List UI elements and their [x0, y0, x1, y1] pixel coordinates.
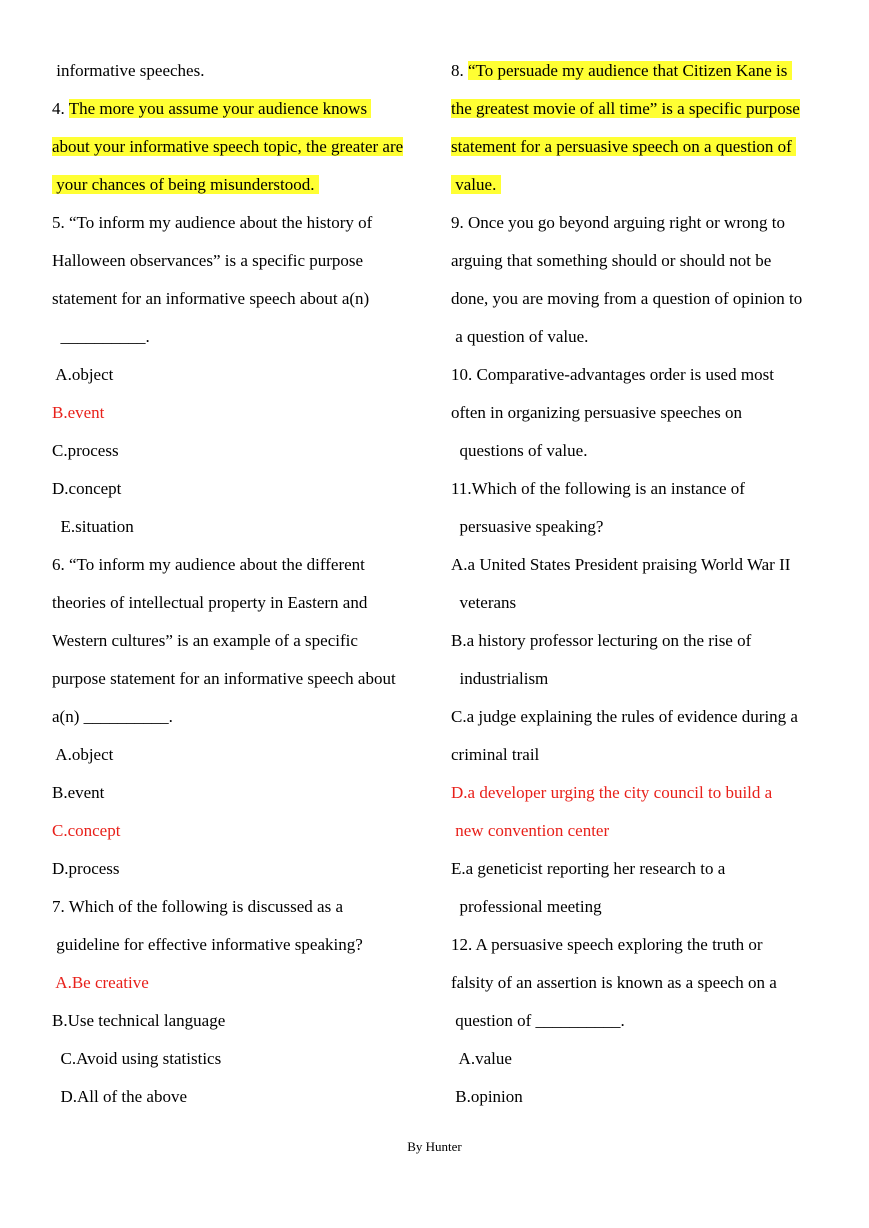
text-line [451, 926, 831, 964]
line-text: informative speeches. [52, 61, 205, 80]
text-line [52, 242, 432, 280]
text-line [52, 888, 432, 926]
line-text: A.a United States President praising World War II [451, 555, 791, 574]
text-line [52, 356, 432, 394]
text-line [451, 356, 831, 394]
page-footer: By Hunter [407, 1139, 462, 1154]
text-line [451, 280, 831, 318]
text-line [451, 584, 831, 622]
line-text: question of __________. [451, 1011, 625, 1030]
line-text: B.a history professor lecturing on the rise of [451, 631, 752, 650]
text-line [52, 774, 432, 812]
line-text: E.a geneticist reporting her research to a [451, 859, 726, 878]
text-line [451, 52, 831, 90]
text-line [451, 812, 831, 850]
text-line [451, 432, 831, 470]
left-column [52, 52, 432, 1116]
highlighted-text: the greatest movie of all time” is a specific purpose [451, 99, 800, 118]
text-line [451, 128, 831, 166]
line-text: a(n) __________. [52, 707, 173, 726]
text-line [52, 508, 432, 546]
text-line [52, 52, 432, 90]
correct-answer: new convention center [451, 821, 610, 840]
text-line [451, 90, 831, 128]
line-text: 9. Once you go beyond arguing right or wrong to [451, 213, 785, 232]
line-text: 10. Comparative-advantages order is used most [451, 365, 774, 384]
text-line [52, 850, 432, 888]
text-line [451, 204, 831, 242]
line-text: __________. [52, 327, 150, 346]
text-line [451, 964, 831, 1002]
text-line [451, 470, 831, 508]
line-text: criminal trail [451, 745, 540, 764]
text-line [451, 508, 831, 546]
line-text: 12. A persuasive speech exploring the truth or [451, 935, 763, 954]
line-text: C.a judge explaining the rules of evidence during a [451, 707, 798, 726]
text-line [451, 1040, 831, 1078]
text-line [451, 660, 831, 698]
line-text: often in organizing persuasive speeches on [451, 403, 742, 422]
text-line [451, 736, 831, 774]
text-line [451, 318, 831, 356]
line-text: veterans [451, 593, 517, 612]
line-text: Western cultures” is an example of a specific [52, 631, 358, 650]
text-line [52, 926, 432, 964]
text-line [451, 242, 831, 280]
text-line [52, 90, 432, 128]
text-line [52, 584, 432, 622]
text-line [52, 166, 432, 204]
correct-answer: D.a developer urging the city council to build a [451, 783, 773, 802]
text-line [451, 1078, 831, 1116]
text-line [52, 1040, 432, 1078]
text-line [451, 698, 831, 736]
text-line [52, 204, 432, 242]
text-line [52, 964, 432, 1002]
line-text: D.process [52, 859, 120, 878]
text-line [52, 318, 432, 356]
text-line [451, 394, 831, 432]
text-line [52, 432, 432, 470]
correct-answer: B.event [52, 403, 105, 422]
line-text: 7. Which of the following is discussed as a [52, 897, 344, 916]
line-text: B.Use technical language [52, 1011, 226, 1030]
question-number: 4. [52, 99, 69, 118]
line-text: E.situation [52, 517, 134, 536]
text-line [451, 546, 831, 584]
text-line [451, 1002, 831, 1040]
line-text: a question of value. [451, 327, 589, 346]
text-line [52, 280, 432, 318]
line-text: purpose statement for an informative speech about [52, 669, 396, 688]
text-line [52, 1002, 432, 1040]
line-text: industrialism [451, 669, 549, 688]
line-text: done, you are moving from a question of opinion to [451, 289, 803, 308]
highlighted-text: “To persuade my audience that Citizen Kane is [468, 61, 792, 80]
right-column [451, 52, 831, 1116]
text-line [451, 888, 831, 926]
line-text: statement for an informative speech about a(n) [52, 289, 370, 308]
line-text: Halloween observances” is a specific purpose [52, 251, 364, 270]
line-text: professional meeting [451, 897, 602, 916]
text-line [52, 660, 432, 698]
line-text: 5. “To inform my audience about the history of [52, 213, 373, 232]
highlighted-text: value. [451, 175, 501, 194]
text-line [52, 622, 432, 660]
line-text: theories of intellectual property in Eastern and [52, 593, 368, 612]
line-text: C.Avoid using statistics [52, 1049, 222, 1068]
text-line [52, 1078, 432, 1116]
text-line [52, 394, 432, 432]
line-text: D.All of the above [52, 1087, 188, 1106]
line-text: B.opinion [451, 1087, 523, 1106]
question-number: 8. [451, 61, 468, 80]
text-line [451, 774, 831, 812]
correct-answer: A.Be creative [52, 973, 149, 992]
line-text: A.object [52, 365, 114, 384]
line-text: arguing that something should or should not be [451, 251, 772, 270]
highlighted-text: your chances of being misunderstood. [52, 175, 319, 194]
text-line [52, 736, 432, 774]
line-text: 6. “To inform my audience about the different [52, 555, 365, 574]
line-text: A.object [52, 745, 114, 764]
line-text: A.value [451, 1049, 512, 1068]
text-line [52, 812, 432, 850]
highlighted-text: The more you assume your audience knows [68, 99, 372, 118]
text-line [52, 128, 432, 166]
highlighted-text: statement for a persuasive speech on a question of [451, 137, 797, 156]
line-text: C.process [52, 441, 119, 460]
text-line [52, 470, 432, 508]
line-text: falsity of an assertion is known as a speech on a [451, 973, 777, 992]
text-line [451, 166, 831, 204]
text-line [451, 850, 831, 888]
line-text: B.event [52, 783, 105, 802]
line-text: 11.Which of the following is an instance of [451, 479, 745, 498]
text-line [52, 698, 432, 736]
line-text: persuasive speaking? [451, 517, 604, 536]
correct-answer: C.concept [52, 821, 121, 840]
line-text: D.concept [52, 479, 122, 498]
text-line [52, 546, 432, 584]
line-text: questions of value. [451, 441, 588, 460]
line-text: guideline for effective informative speaking? [52, 935, 363, 954]
highlighted-text: about your informative speech topic, the greater are [52, 137, 404, 156]
text-line [451, 622, 831, 660]
